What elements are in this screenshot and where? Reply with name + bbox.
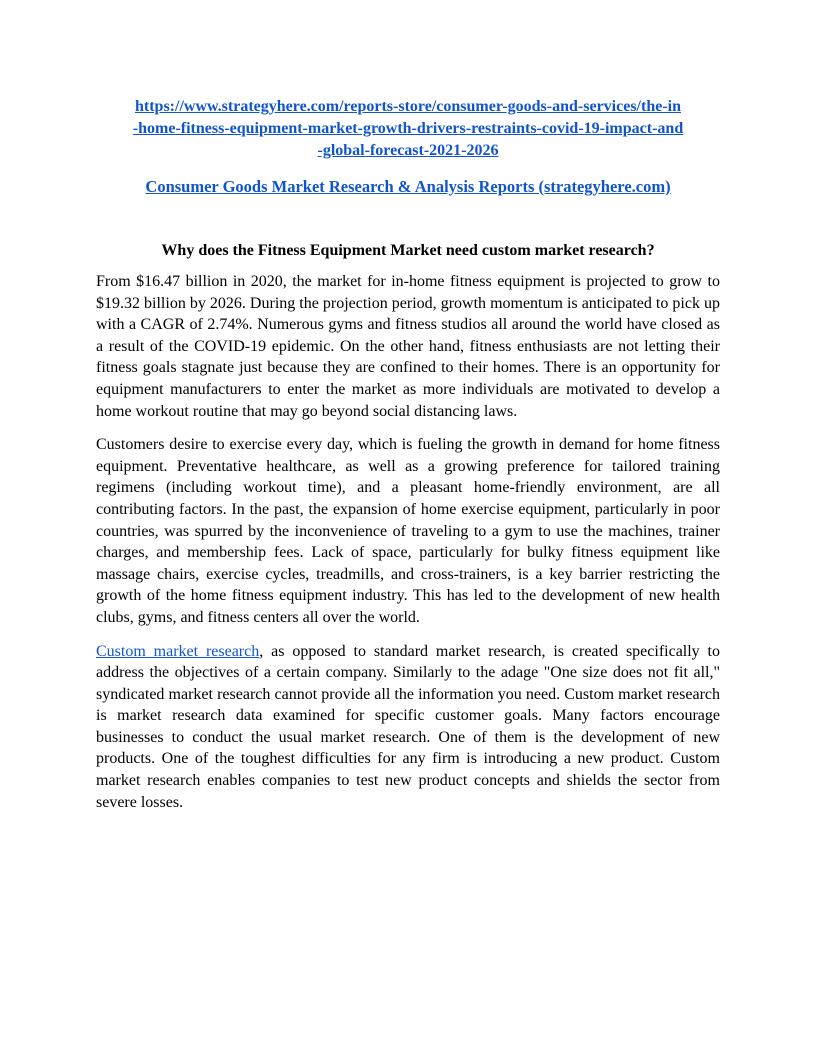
report-url-link[interactable] — [133, 98, 683, 159]
paragraph-demand-drivers: Customers desire to exercise every day, which is fueling the growth in demand for home fitness equipment. Preventative healthcare, as well as a growing preference for tailored training regimens (including workout time), and a pleasant home-friendly environment, are all contributing factors. In the past, the expansion of home exercise equipment, particularly in poor countries, was spurred by the inconvenience of traveling to a gym to use the machines, trainer charges, and membership fees. Lack of space, particularly for bulky fitness equipment like massage chairs, exercise cycles, treadmills, and cross-trainers, is a key barrier restricting the growth of the home fitness equipment industry. This has led to the development of new health clubs, gyms, and fitness centers all over the world. — [96, 436, 720, 626]
paragraph-custom-research-text: , as opposed to standard market research, is created specifically to address the objectives of a certain company. Similarly to the adage "One size does not fit all," syndicated market research cannot provide all the information you need. Custom market research is market research data examined for specific customer goals. Many factors encourage businesses to conduct the usual market research. One of them is the development of new products. One of the toughest difficulties for any firm is introducing a new product. Custom market research enables companies to test new product concepts and shields the sector from severe losses. — [96, 642, 721, 811]
paragraph-market-size: From $16.47 billion in 2020, the market for in-home fitness equipment is projected to grow to $19.32 billion by 2026. During the projection period, growth momentum is anticipated to pick up with a CAGR of 2.74%. Numerous gyms and fitness studios all around the world have closed as a result of the COVID-19 epidemic. On the other hand, fitness enthusiasts are not letting their fitness goals stagnate just because they are confined to their homes. There is an opportunity for equipment manufacturers to enter the market as more individuals are motivated to develop a home workout routine that may go beyond social distancing laws. — [96, 273, 720, 420]
paragraph-custom-research — [96, 641, 720, 814]
document-page — [96, 96, 720, 813]
report-url-line-1: https://www.strategyhere.com/reports-store/consumer-goods-and-services/the-in — [135, 98, 681, 115]
section-heading: Why does the Fitness Equipment Market need custom market research? — [161, 242, 655, 259]
report-url-line-2: -home-fitness-equipment-market-growth-drivers-restraints-covid-19-impact-and — [132, 120, 684, 137]
site-link[interactable]: Consumer Goods Market Research & Analysis Reports (strategyhere.com) — [145, 177, 671, 196]
report-url-line-3: -global-forecast-2021-2026 — [317, 142, 499, 159]
custom-market-research-link[interactable]: Custom market research — [96, 642, 260, 660]
report-url — [96, 96, 720, 162]
site-link-line — [96, 176, 720, 198]
